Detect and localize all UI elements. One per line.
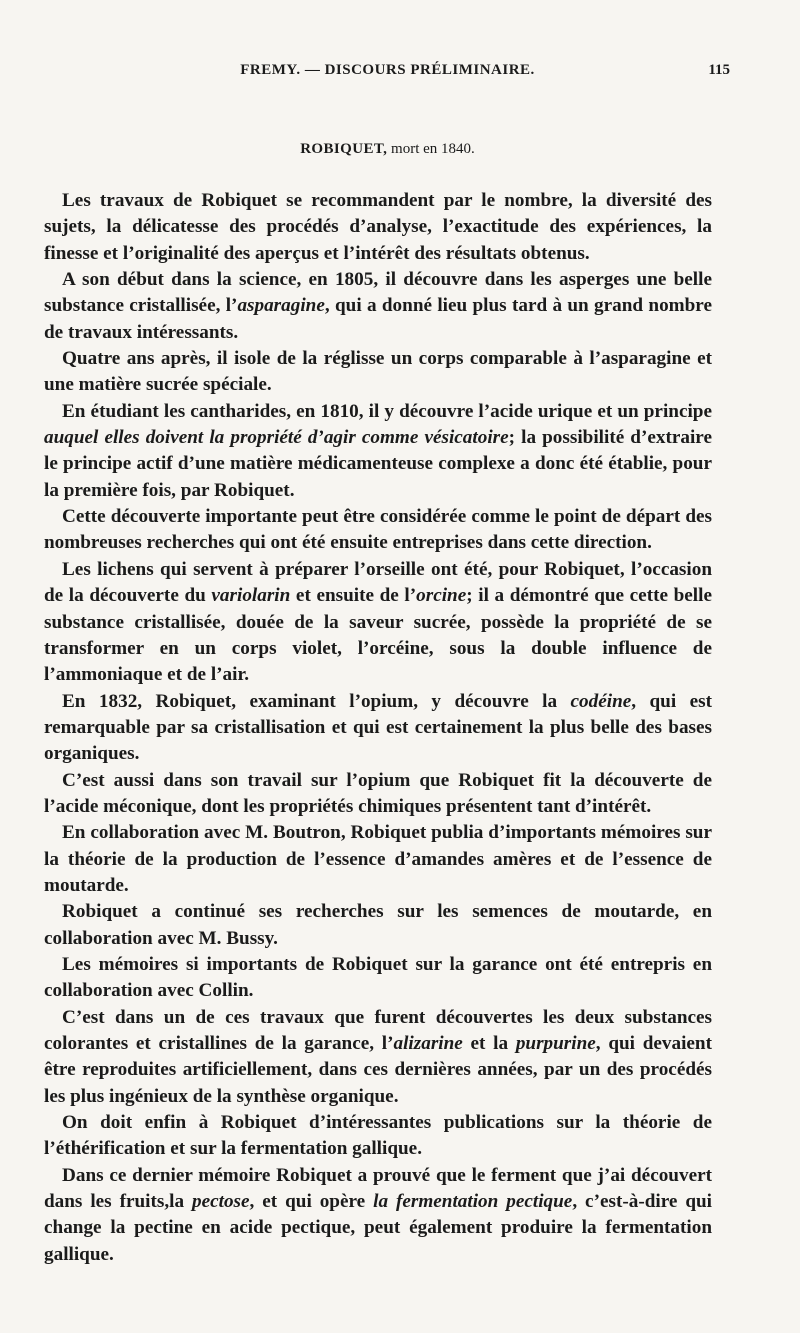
section-heading-detail: mort en 1840. (391, 141, 475, 157)
paragraph (44, 557, 712, 689)
italic-term: auquel elles doivent la propriété d’agir comme vésicatoire (44, 427, 509, 449)
body-text (44, 188, 712, 1268)
italic-term: codéine (570, 690, 632, 712)
text-run: , qui devaient être reproduites artificiellement, dans ces dernières années, par un des procédés les plus ingénieux de la synthèse organique. (44, 1033, 712, 1107)
section-heading-name: ROBIQUET, (300, 141, 388, 157)
text-run: Robiquet a continué ses recherches sur les semences de moutarde, en collaboration avec M. Bussy. (44, 901, 712, 949)
text-run: Quatre ans après, il isole de la réglisse un corps comparable à l’asparagine et une matière sucrée spéciale. (44, 348, 712, 396)
text-run: , qui a donné lieu plus tard à un grand nombre de travaux intéressants. (44, 295, 712, 343)
paragraph (44, 820, 712, 899)
italic-term: variolarin (211, 585, 291, 607)
paragraph (44, 399, 712, 504)
paragraph (44, 952, 712, 1005)
paragraph (44, 689, 712, 768)
text-run: Les lichens qui servent à préparer l’orseille ont été, pour Robiquet, l’occasion de la découverte du (44, 558, 712, 607)
text-run: ; la possibilité d’extraire le principe actif d’une matière médicamenteuse complexe a donc été établie, pour la première fois, par Robiquet. (44, 427, 712, 501)
italic-term: alizarine (393, 1033, 463, 1054)
text-run: On doit enfin à Robiquet d’intéressantes publications sur la théorie de l’éthérification et sur la fermentation gallique. (44, 1112, 712, 1160)
italic-term: pectose (192, 1191, 250, 1213)
text-run: Les travaux de Robiquet se recommandent par le nombre, la diversité des sujets, la délicatesse des procédés d’analyse, l’exactitude des expériences, la finesse et l’originalité des aperçus et l’intérêt des résultats obtenus. (44, 190, 712, 264)
italic-term: orcine (416, 585, 467, 607)
italic-term: purpurine (515, 1033, 596, 1054)
paragraph (44, 188, 712, 267)
section-heading (45, 141, 730, 158)
text-run: En collaboration avec M. Boutron, Robiquet publia d’importants mémoires sur la théorie de la production de l’essence d’amandes amères et de l’essence de moutarde. (44, 822, 712, 896)
text-run: Dans ce dernier mémoire Robiquet a prouvé que le ferment que j’ai découvert dans les fruits,la (44, 1164, 712, 1213)
paragraph (44, 768, 712, 821)
paragraph (44, 504, 712, 557)
text-run: C’est dans un de ces travaux que furent découvertes les deux substances colorantes et cristallines de la garance, l’ (44, 1006, 712, 1054)
running-head (45, 62, 730, 84)
text-run: et la (462, 1033, 516, 1054)
italic-term: asparagine (237, 295, 325, 317)
page-number: 115 (708, 62, 730, 78)
text-run: , qui est remarquable par sa cristallisation et qui est certainement la plus belle des bases organiques. (44, 690, 712, 765)
paragraph (44, 1110, 712, 1163)
text-run: En étudiant les cantharides, en 1810, il y découvre l’acide urique et un principe (62, 400, 712, 422)
paragraph (44, 346, 712, 399)
text-run: , et qui opère (249, 1191, 374, 1213)
text-run: Cette découverte importante peut être considérée comme le point de départ des nombreuses recherches qui ont été ensuite entreprises dans cette direction. (44, 506, 712, 554)
text-run: Les mémoires si importants de Robiquet sur la garance ont été entrepris en collaboration avec Collin. (44, 953, 712, 1002)
text-run: , c’est-à-dire qui change la pectine en acide pectique, peut également produire la fermentation gallique. (44, 1191, 712, 1265)
text-run: et ensuite de l’ (290, 585, 417, 607)
italic-term: la fermentation pectique (373, 1191, 573, 1213)
paragraph (44, 1005, 712, 1110)
text-run: A son début dans la science, en 1805, il découvre dans les asperges une belle substance cristallisée, l’ (44, 269, 712, 317)
text-run: En 1832, Robiquet, examinant l’opium, y découvre la (62, 690, 571, 712)
running-head-title: FREMY. — DISCOURS PRÉLIMINAIRE. (240, 62, 535, 78)
text-run: C’est aussi dans son travail sur l’opium que Robiquet fit la découverte de l’acide méconique, dont les propriétés chimiques présentent tant d’intérêt. (44, 769, 712, 817)
paragraph (44, 899, 712, 952)
text-run: ; il a démontré que cette belle substance cristallisée, douée de la saveur sucrée, possède la propriété de se transformer en un corps violet, l’orcéine, sous la double influence de l’ammoniaque et de l’air. (44, 585, 712, 686)
paragraph (44, 267, 712, 346)
paragraph (44, 1163, 712, 1268)
